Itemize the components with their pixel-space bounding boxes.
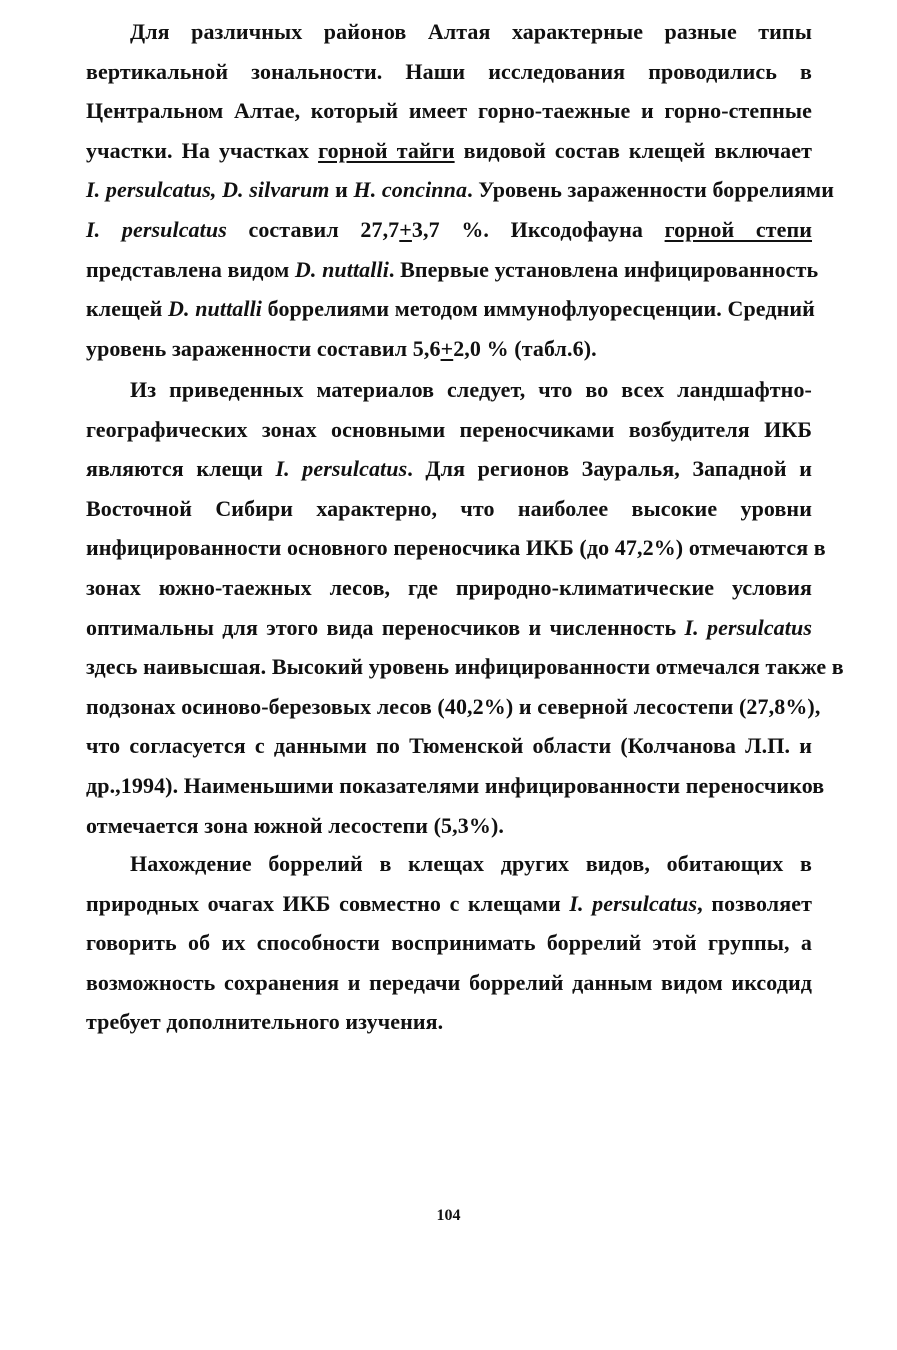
text-line bbox=[86, 370, 812, 410]
text-run: Центральном Алтае, который имеет горно-таежные и горно-степные bbox=[86, 98, 812, 124]
text-run: др.,1994). Наименьшими показателями инфицированности переносчиков bbox=[86, 772, 825, 798]
text-line bbox=[86, 766, 825, 806]
text-line bbox=[86, 12, 812, 52]
text-run: 3,7 %. Иксодофауна bbox=[411, 216, 665, 242]
species-name: D. nuttalli bbox=[294, 256, 389, 282]
species-name: I. persulcatus bbox=[569, 890, 698, 916]
species-name: I. persulcatus bbox=[275, 456, 408, 482]
text-line bbox=[86, 289, 815, 329]
text-line bbox=[86, 410, 812, 450]
text-run: географических зонах основными переносчиками возбудителя ИКБ bbox=[86, 416, 812, 442]
text-run: участки. На участках bbox=[86, 137, 319, 163]
text-run: видовой состав клещей включает bbox=[454, 137, 812, 163]
text-run: являются клещи bbox=[86, 456, 276, 482]
text-line bbox=[86, 91, 812, 131]
text-line bbox=[86, 528, 826, 568]
species-name: H. concinna bbox=[353, 177, 468, 203]
text-line bbox=[86, 329, 812, 369]
text-run: и bbox=[329, 177, 354, 203]
text-run: уровень зараженности составил 5,6 bbox=[86, 335, 441, 361]
text-run: оптимальны для этого вида переносчиков и численность bbox=[86, 614, 685, 640]
text-line bbox=[86, 687, 821, 727]
text-run: Нахождение боррелий в клещах других видов, обитающих в bbox=[130, 851, 812, 876]
underlined-text: + bbox=[399, 216, 412, 242]
text-run: природных очагах ИКБ совместно с клещами bbox=[86, 890, 570, 916]
text-run: зонах южно-таежных лесов, где природно-климатические условия bbox=[86, 574, 812, 600]
text-line bbox=[86, 608, 812, 648]
text-line bbox=[86, 250, 819, 290]
text-run: . Уровень зараженности боррелиями bbox=[467, 177, 834, 203]
species-name: I. persulcatus, D. silvarum bbox=[86, 177, 330, 203]
text-run: что согласуется с данными по Тюменской области (Колчанова Л.П. и bbox=[86, 733, 812, 759]
text-run: боррелиями методом иммунофлуоресценции. Средний bbox=[262, 296, 815, 322]
text-line bbox=[86, 131, 812, 171]
text-run: , позволяет bbox=[697, 890, 813, 916]
text-run: клещей bbox=[86, 296, 168, 322]
text-line bbox=[86, 726, 812, 766]
text-run: инфицированности основного переносчика ИКБ (до 47,2%) отмечаются в bbox=[86, 535, 826, 561]
text-line bbox=[86, 806, 812, 846]
species-name: D. nuttalli bbox=[168, 296, 263, 322]
paragraph-altai bbox=[86, 12, 834, 368]
text-line bbox=[86, 884, 812, 924]
text-line bbox=[86, 923, 812, 963]
species-name: I. persulcatus bbox=[86, 216, 227, 242]
text-run: здесь наивысшая. Высокий уровень инфицированности отмечался также в bbox=[86, 654, 844, 680]
paragraph-materials bbox=[86, 370, 844, 845]
underlined-text: горной степи bbox=[664, 216, 813, 242]
text-line bbox=[86, 647, 844, 687]
text-run: возможность сохранения и передачи боррелий данным видом иксодид bbox=[86, 969, 812, 995]
text-line bbox=[86, 449, 812, 489]
text-line bbox=[86, 1002, 812, 1042]
text-line bbox=[86, 210, 812, 250]
text-run: Для различных районов Алтая характерные разные типы bbox=[130, 19, 812, 44]
text-line bbox=[86, 52, 812, 92]
underlined-text: горной тайги bbox=[318, 137, 455, 163]
text-run: требует дополнительного изучения. bbox=[86, 1009, 444, 1035]
text-line bbox=[86, 170, 834, 210]
text-line bbox=[86, 568, 812, 608]
text-run: . Для регионов Зауралья, Западной и bbox=[407, 456, 813, 482]
paragraph-borrelia bbox=[86, 844, 812, 1042]
underlined-text: + bbox=[440, 335, 454, 361]
species-name: I. persulcatus bbox=[684, 614, 812, 640]
text-run: 2,0 % (табл.6). bbox=[453, 335, 597, 361]
text-run: говорить об их способности воспринимать боррелий этой группы, а bbox=[86, 930, 812, 956]
text-line bbox=[86, 963, 812, 1003]
text-line bbox=[86, 489, 812, 529]
text-run: отмечается зона южной лесостепи (5,3%). bbox=[86, 812, 504, 838]
text-run: Восточной Сибири характерно, что наиболее высокие уровни bbox=[86, 495, 812, 521]
text-run: вертикальной зональности. Наши исследования проводились в bbox=[86, 58, 812, 84]
text-line bbox=[86, 844, 812, 884]
text-run: Из приведенных материалов следует, что во всех ландшафтно- bbox=[130, 377, 812, 402]
text-run: составил 27,7 bbox=[226, 216, 400, 242]
text-run: представлена видом bbox=[86, 256, 295, 282]
page-number: 104 bbox=[436, 1207, 461, 1224]
text-run: подзонах осиново-березовых лесов (40,2%) и северной лесостепи (27,8%), bbox=[86, 693, 821, 719]
text-run: . Впервые установлена инфицированность bbox=[388, 256, 819, 282]
